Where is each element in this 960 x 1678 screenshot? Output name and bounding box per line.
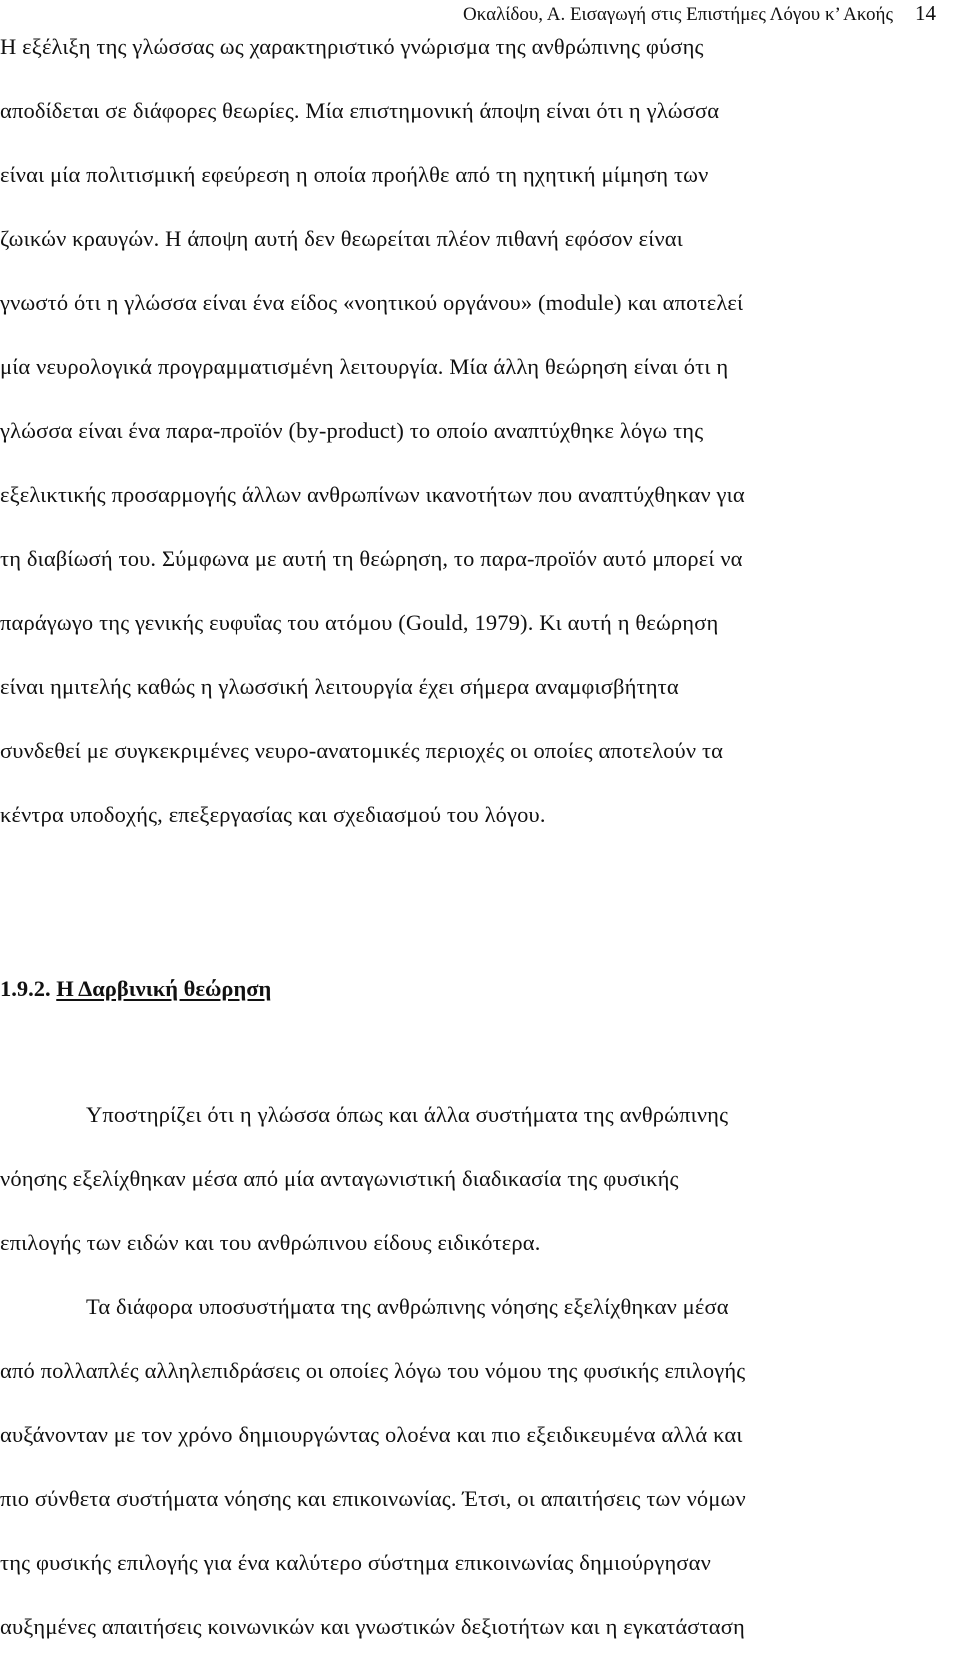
text-line: συνδεθεί με συγκεκριμένες νευρο-ανατομικές περιοχές οι οποίες αποτελούν τα: [0, 738, 724, 763]
text-line: είναι μία πολιτισμική εφεύρεση η οποία προήλθε από τη ηχητική μίμηση των: [0, 162, 709, 187]
text-line: κέντρα υποδοχής, επεξεργασίας και σχεδιασμού του λόγου.: [0, 802, 546, 827]
text-line: Υποστηρίζει ότι η γλώσσα όπως και άλλα συστήματα της ανθρώπινης: [86, 1102, 729, 1127]
text-line: είναι ημιτελής καθώς η γλωσσική λειτουργία έχει σήμερα αναμφισβήτητα: [0, 674, 679, 699]
text-line: της φυσικής επιλογής για ένα καλύτερο σύστημα επικοινωνίας δημιούργησαν: [0, 1550, 711, 1575]
text-line: γλώσσα είναι ένα παρα-προϊόν (by-product) το οποίο αναπτύχθηκε λόγω της: [0, 418, 704, 443]
text-line: πιο σύνθετα συστήματα νόησης και επικοινωνίας. Έτσι, οι απαιτήσεις των νόμων: [0, 1486, 746, 1511]
text-line: επιλογής των ειδών και του ανθρώπινου είδους ειδικότερα.: [0, 1230, 541, 1255]
text-line: αποδίδεται σε διάφορες θεωρίες. Μία επιστημονική άποψη είναι ότι η γλώσσα: [0, 98, 720, 123]
text-line: τη διαβίωσή του. Σύμφωνα με αυτή τη θεώρηση, το παρα-προϊόν αυτό μπορεί να: [0, 546, 743, 571]
text-line: μία νευρολογικά προγραμματισμένη λειτουργία. Μία άλλη θεώρηση είναι ότι η: [0, 354, 729, 379]
text-line: νόησης εξελίχθηκαν μέσα από μία ανταγωνιστική διαδικασία της φυσικής: [0, 1166, 679, 1191]
page-number: 14: [915, 1, 936, 25]
text-line: αυξάνονταν με τον χρόνο δημιουργώντας ολοένα και πιο εξειδικευμένα αλλά και: [0, 1422, 743, 1447]
section-number: 1.9.2.: [0, 976, 51, 1001]
running-header: [463, 0, 936, 26]
section-title: Η Δαρβινική θεώρηση: [56, 976, 272, 1001]
section-heading: [0, 974, 271, 1004]
text-line: Η εξέλιξη της γλώσσας ως χαρακτηριστικό γνώρισμα της ανθρώπινης φύσης: [0, 34, 704, 59]
text-line: παράγωγο της γενικής ευφυΐας του ατόμου (Gould, 1979). Κι αυτή η θεώρηση: [0, 610, 719, 635]
running-title: Οκαλίδου, Α. Εισαγωγή στις Επιστήμες Λόγου κ’ Ακοής: [463, 4, 893, 25]
text-line: αυξημένες απαιτήσεις κοινωνικών και γνωστικών δεξιοτήτων και η εγκατάσταση: [0, 1614, 745, 1639]
text-line: εξελικτικής προσαρμογής άλλων ανθρωπίνων ικανοτήτων που αναπτύχθηκαν για: [0, 482, 745, 507]
text-line: Τα διάφορα υποσυστήματα της ανθρώπινης νόησης εξελίχθηκαν μέσα: [86, 1294, 729, 1319]
text-line: ζωικών κραυγών. Η άποψη αυτή δεν θεωρείται πλέον πιθανή εφόσον είναι: [0, 226, 683, 251]
text-line: από πολλαπλές αλληλεπιδράσεις οι οποίες λόγω του νόμου της φυσικής επιλογής: [0, 1358, 746, 1383]
text-line: γνωστό ότι η γλώσσα είναι ένα είδος «νοητικού οργάνου» (module) και αποτελεί: [0, 290, 744, 315]
